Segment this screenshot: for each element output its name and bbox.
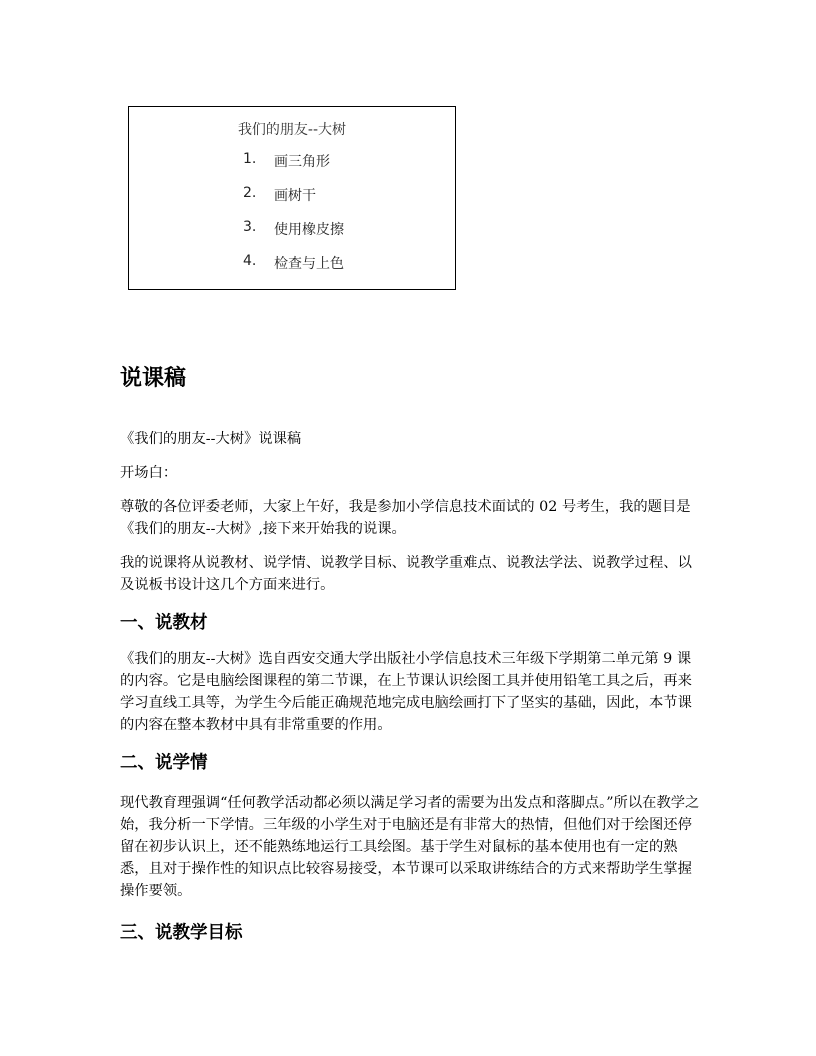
- outline-item-text: 画树干: [274, 188, 316, 204]
- outline-item-text: 使用橡皮擦: [274, 222, 344, 238]
- document-subtitle: 《我们的朋友--大树》说课稿: [120, 431, 302, 447]
- section-heading-textbook: 一、说教材: [120, 613, 208, 633]
- outline-item-number: 1.: [243, 151, 257, 167]
- outline-title: 我们的朋友--大树: [237, 122, 347, 138]
- outline-item-number: 4.: [243, 253, 257, 269]
- plan-paragraph: 我的说课将从说教材、说学情、说教学目标、说教学重难点、说教法学法、说教学过程、以及说板书设计这几个方面来进行。: [120, 555, 692, 593]
- outline-item-text: 画三角形: [274, 154, 330, 170]
- outline-item-text: 检查与上色: [274, 256, 344, 272]
- outline-item-number: 3.: [243, 219, 257, 235]
- opening-label: 开场白：: [120, 465, 178, 481]
- outline-box: [128, 106, 456, 290]
- section-body-students: 现代教育理强调“任何教学活动都必须以满足学习者的需要为出发点和落脚点。”所以在教学之始，我分析一下学情。三年级的小学生对于电脑还是有非常大的热情，但他们对于绘图还停留在初步认识上，还不能熟练地运行工具绘图。基于学生对鼠标的基本使用也有一定的熟悉，且对于操作性的知识点比较容易接受，本节课可以采取讲练结合的方式来帮助学生掌握操作要领。: [120, 795, 700, 899]
- document-body: [120, 360, 700, 946]
- greeting-paragraph: 尊敬的各位评委老师，大家上午好，我是参加小学信息技术面试的 02 号考生，我的题目是《我们的朋友--大树》,接下来开始我的说课。: [120, 499, 691, 537]
- outline-item-number: 2.: [243, 185, 257, 201]
- section-heading-students: 二、说学情: [120, 753, 208, 773]
- document-title: 说课稿: [120, 366, 187, 391]
- section-heading-objectives: 三、说教学目标: [120, 923, 243, 943]
- section-body-textbook: 《我们的朋友--大树》选自西安交通大学出版社小学信息技术三年级下学期第二单元第 9 课的内容。它是电脑绘图课程的第二节课，在上节课认识绘图工具并使用铅笔工具之后，再来学习直线工具等，为学生今后能正确规范地完成电脑绘画打下了坚实的基础，因此，本节课的内容在整本教材中具有非常重要的作用。: [120, 651, 692, 733]
